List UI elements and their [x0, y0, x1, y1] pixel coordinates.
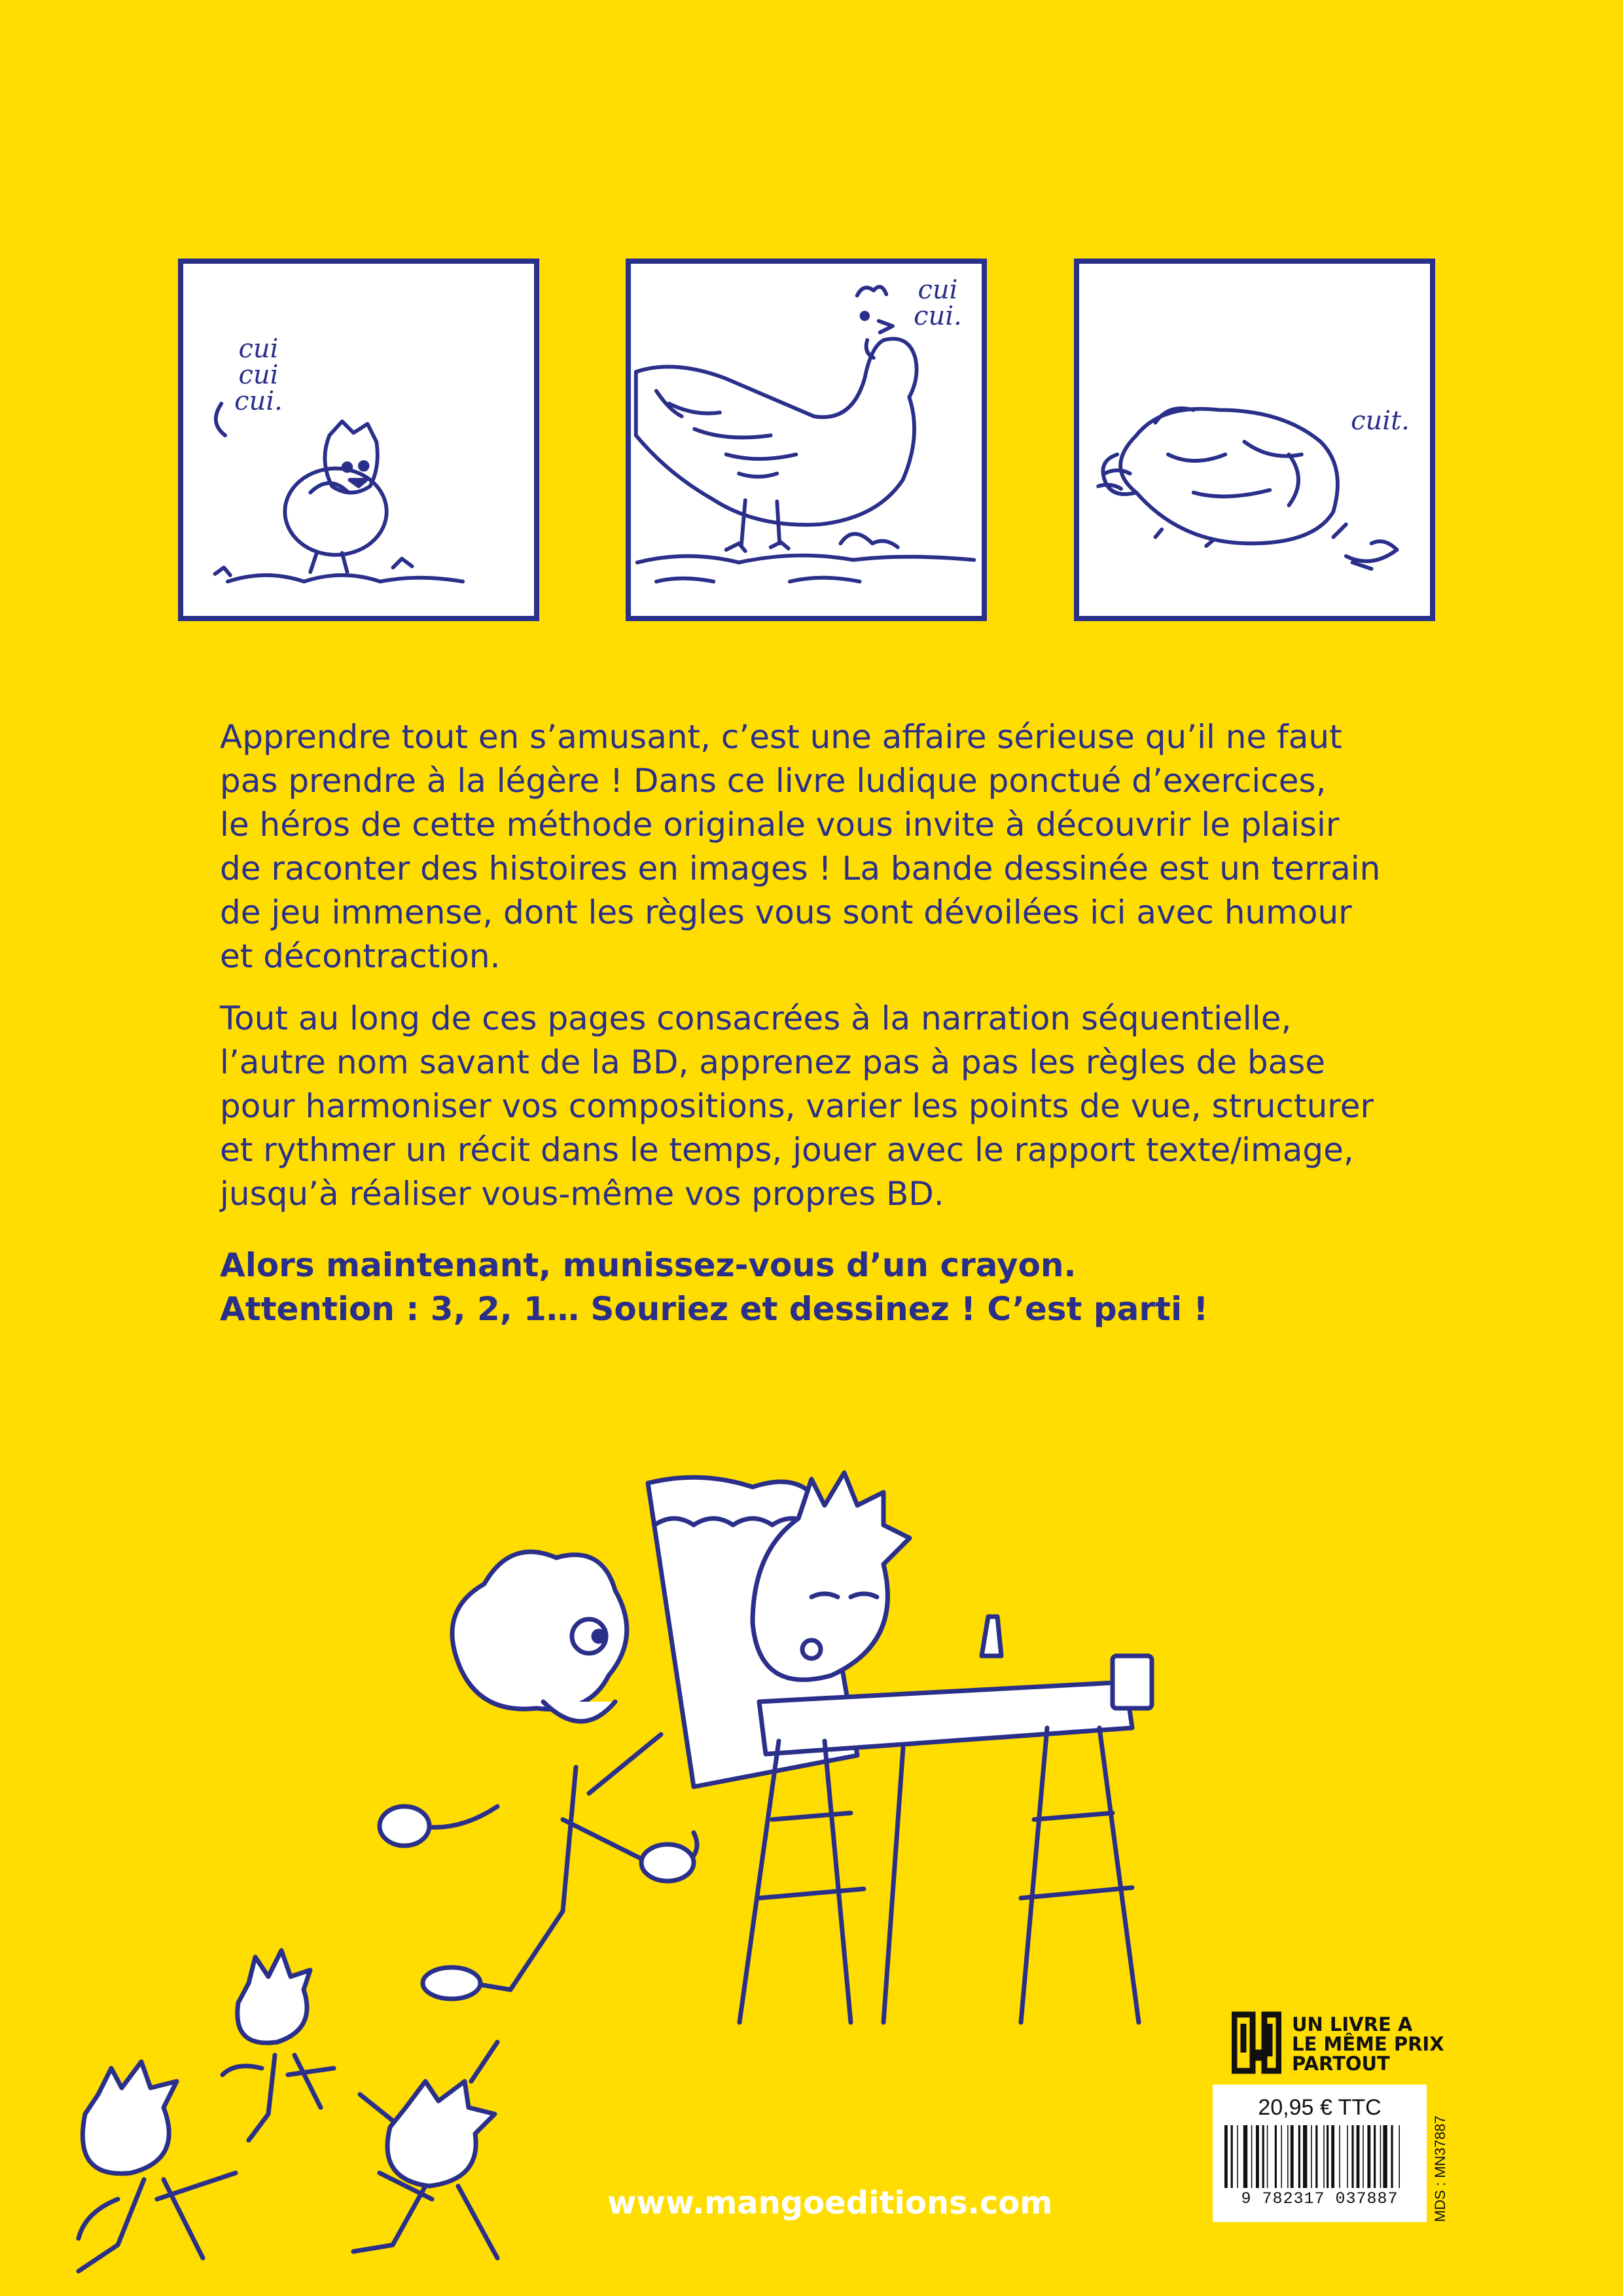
barcode-bar [1224, 2125, 1228, 2188]
price-label: 20,95 € TTC [1258, 2095, 1382, 2120]
barcode-bar [1231, 2125, 1233, 2188]
isbn-digits: 9 782317 037887 [1241, 2189, 1399, 2208]
barcode-bar [1311, 2125, 1312, 2188]
barcode-bar [1298, 2125, 1300, 2188]
barcode-bar [1256, 2125, 1259, 2188]
barcode-bar [1275, 2125, 1277, 2188]
barcode-bar [1327, 2125, 1329, 2188]
barcode-bar [1351, 2125, 1353, 2188]
barcode-bar [1323, 2125, 1325, 2188]
roast-chicken-drawing-icon [1079, 264, 1430, 616]
description-paragraph-2: Tout au long de ces pages consacrées à la narration séquentielle, l’autre nom savant de la BD, apprenez pas à pas les règles de base pour harmoniser vos compositions, varier les points de vue, structurer et rythmer un récit dans le temps, jouer avec le rapport texte/image, jusqu’à réaliser vous-même vos propres BD. [220, 999, 1374, 1213]
closing-call-to-action: Alors maintenant, munissez-vous d’un crayon. Attention : 3, 2, 1… Souriez et dessinez ! C’est parti ! [220, 1246, 1209, 1328]
barcode-bar [1331, 2125, 1334, 2188]
book-description [220, 715, 1385, 1350]
barcode-bar [1367, 2125, 1370, 2188]
comic-panel-hen [626, 259, 987, 621]
barcode-bar [1267, 2125, 1268, 2188]
mds-code: MDS : MN37887 [1432, 2115, 1448, 2222]
barcode-bar [1391, 2125, 1393, 2188]
barcode-box [1213, 2085, 1427, 2222]
barcode-bar [1237, 2125, 1238, 2188]
barcode-bar [1399, 2125, 1400, 2188]
barcode-bar [1363, 2125, 1364, 2188]
speech-bubble-text: cui cui. [914, 275, 962, 331]
barcode-bar [1287, 2125, 1289, 2188]
barcode-bar [1380, 2125, 1382, 2188]
barcode-bar [1243, 2125, 1247, 2188]
book-price-logo-icon [1232, 2011, 1281, 2075]
speech-bubble-text: cuit. [1351, 406, 1410, 436]
barcode-bar [1291, 2125, 1294, 2188]
barcode-bar [1357, 2125, 1360, 2188]
barcode-bar [1281, 2125, 1282, 2188]
barcode-bar [1315, 2125, 1317, 2188]
comic-panel-chick [178, 259, 539, 621]
description-paragraph-1: Apprendre tout en s’amusant, c’est une affaire sérieuse qu’il ne faut pas prendre à la légère ! Dans ce livre ludique ponctué d’exercices, le héros de cette méthode originale vous invite à découvrir le plaisir de raconter des histoires en images ! La bande dessinée est un terrain de jeu immense, dont les règles vous sont dévoilées ici avec humour et décontraction. [220, 718, 1381, 975]
fixed-price-text: UN LIVRE A LE MÊME PRIX PARTOUT [1292, 2013, 1444, 2075]
comic-panel-roast [1074, 259, 1435, 621]
barcode-bar [1347, 2125, 1348, 2188]
barcode-bar [1262, 2125, 1264, 2188]
barcode-bar [1251, 2125, 1253, 2188]
barcode-bar [1374, 2125, 1376, 2188]
barcode-bar [1383, 2125, 1387, 2188]
publisher-website-link[interactable]: www.mangoeditions.com [607, 2185, 1053, 2221]
speech-bubble-text: cui cui cui. [234, 334, 283, 416]
barcode-icon [1223, 2125, 1416, 2188]
barcode-bar [1339, 2125, 1340, 2188]
barcode-bar [1303, 2125, 1307, 2188]
chick-drawing-icon [183, 264, 534, 616]
